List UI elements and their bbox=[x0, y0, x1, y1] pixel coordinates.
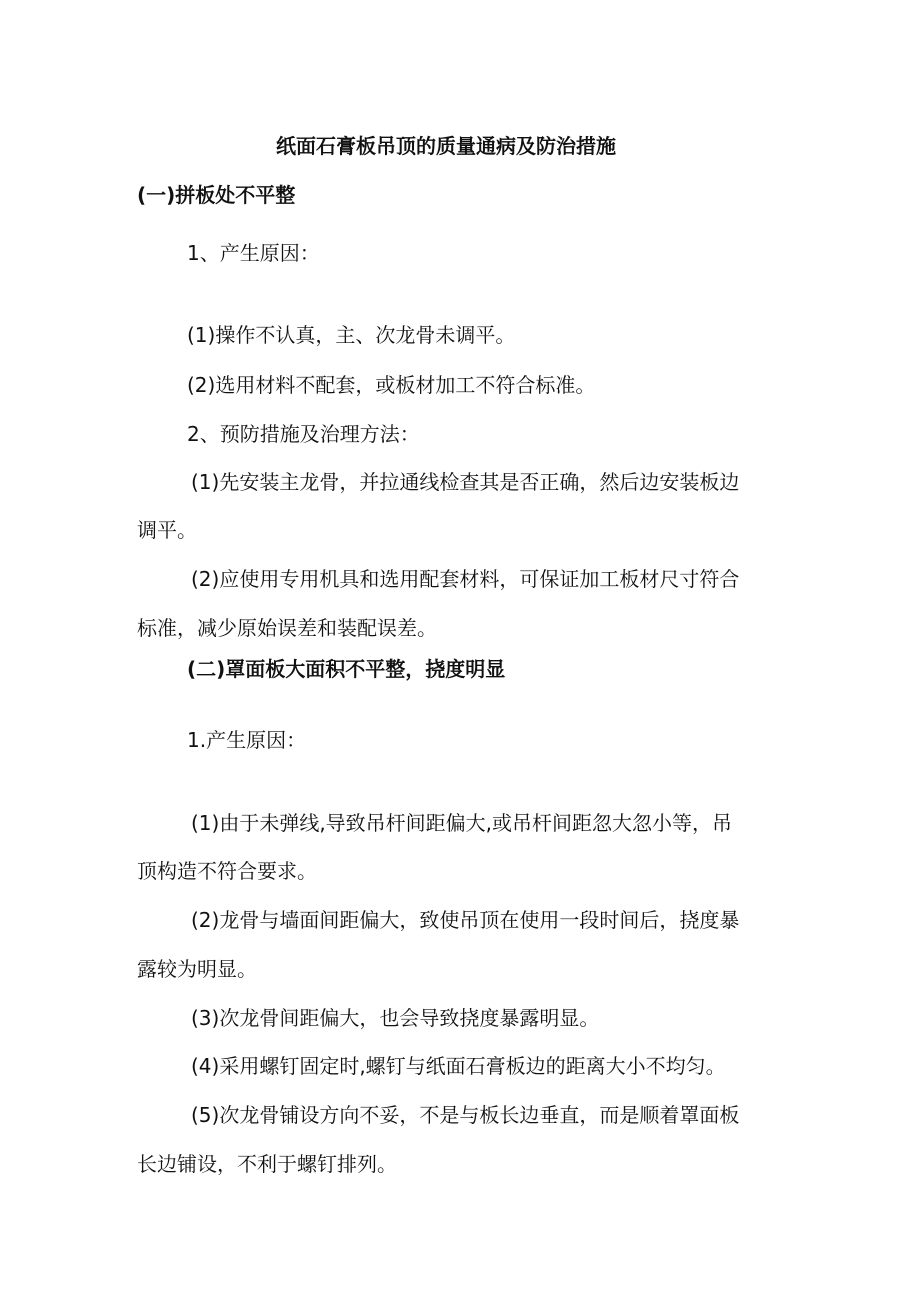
section-1-heading: (一)拼板处不平整 bbox=[137, 183, 296, 207]
section-1-prevention-1-line-2: 调平。 bbox=[137, 518, 197, 542]
section-1-cause-1: (1)操作不认真，主、次龙骨未调平。 bbox=[187, 323, 516, 347]
section-1-prevention-2-line-2: 标准，减少原始误差和装配误差。 bbox=[137, 616, 437, 640]
section-1-cause-2: (2)选用材料不配套，或板材加工不符合标准。 bbox=[187, 373, 596, 397]
document-title: 纸面石膏板吊顶的质量通病及防治措施 bbox=[276, 134, 616, 158]
section-2-heading: (二)罩面板大面积不平整，挠度明显 bbox=[187, 657, 506, 681]
section-2-cause-1-line-2: 顶构造不符合要求。 bbox=[137, 859, 317, 883]
section-2-cause-4: (4)采用螺钉固定时,螺钉与纸面石膏板边的距离大小不均匀。 bbox=[191, 1054, 726, 1078]
section-2-cause-5-line-1: (5)次龙骨铺设方向不妥，不是与板长边垂直，而是顺着罩面板 bbox=[191, 1103, 740, 1127]
section-2-cause-label: 1.产生原因： bbox=[187, 728, 307, 752]
section-2-cause-2-line-2: 露较为明显。 bbox=[137, 957, 257, 981]
section-1-prevention-1-line-1: (1)先安装主龙骨，并拉通线检查其是否正确，然后边安装板边 bbox=[191, 470, 740, 494]
section-2-cause-5-line-2: 长边铺设，不利于螺钉排列。 bbox=[137, 1152, 397, 1176]
section-2-cause-1-line-1: (1)由于未弹线,导致吊杆间距偏大,或吊杆间距忽大忽小等，吊 bbox=[191, 811, 733, 835]
section-2-cause-3: (3)次龙骨间距偏大，也会导致挠度暴露明显。 bbox=[191, 1006, 600, 1030]
section-1-prevention-label: 2、预防措施及治理方法： bbox=[187, 422, 420, 446]
section-1-cause-label: 1、产生原因： bbox=[187, 241, 320, 265]
section-2-cause-2-line-1: (2)龙骨与墙面间距偏大，致使吊顶在使用一段时间后，挠度暴 bbox=[191, 908, 740, 932]
section-1-prevention-2-line-1: (2)应使用专用机具和选用配套材料，可保证加工板材尺寸符合 bbox=[191, 567, 740, 591]
